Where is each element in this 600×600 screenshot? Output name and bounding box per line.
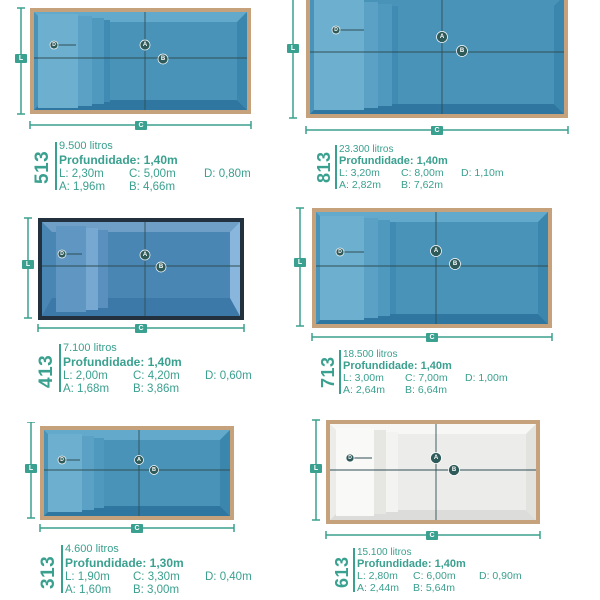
divider xyxy=(61,545,63,593)
l-value: L: 2,00m xyxy=(63,370,108,382)
model-number: 713 xyxy=(318,356,338,388)
width-label xyxy=(135,324,147,333)
depth-text: Profundidade: 1,40m xyxy=(63,355,182,369)
svg-text:A: A xyxy=(433,248,439,254)
svg-text:B: B xyxy=(459,48,465,54)
point-a-marker xyxy=(135,456,144,465)
point-b-marker xyxy=(450,259,461,270)
model-number: 413 xyxy=(36,354,57,388)
width-label xyxy=(426,333,438,342)
depth-text: Profundidade: 1,30m xyxy=(65,556,184,570)
point-b-marker xyxy=(457,46,468,57)
svg-text:L: L xyxy=(25,261,31,268)
svg-text:B: B xyxy=(152,467,156,473)
point-d-marker xyxy=(332,26,340,34)
pool-513-diagram xyxy=(8,2,256,136)
divider xyxy=(55,142,57,190)
svg-text:B: B xyxy=(158,264,164,270)
point-a-marker xyxy=(431,246,442,257)
svg-text:A: A xyxy=(142,252,148,258)
point-a-marker xyxy=(437,32,448,43)
svg-text:C: C xyxy=(434,127,440,134)
volume-text: 15.100 litros xyxy=(357,547,412,558)
l-value: L: 3,20m xyxy=(339,167,380,179)
model-number: 513 xyxy=(32,150,53,184)
length-label xyxy=(25,464,37,473)
l-value: L: 1,90m xyxy=(65,571,110,583)
d-value: D: 1,10m xyxy=(461,167,504,179)
pool-413-info xyxy=(36,342,276,397)
a-value: A: 2,44m xyxy=(357,582,400,594)
svg-text:A: A xyxy=(439,34,445,40)
a-value: A: 1,68m xyxy=(63,383,110,395)
length-label xyxy=(22,260,34,269)
point-a-marker xyxy=(140,40,150,50)
svg-text:A: A xyxy=(433,455,439,461)
point-d-marker xyxy=(58,250,66,258)
depth-text: Profundidade: 1,40m xyxy=(357,558,466,570)
model-number: 313 xyxy=(38,555,59,589)
volume-text: 9.500 litros xyxy=(59,140,113,152)
volume-text: 4.600 litros xyxy=(65,543,119,555)
pool-613-info xyxy=(332,546,562,596)
pool-813-info xyxy=(314,143,544,193)
b-value: B: 5,64m xyxy=(413,582,456,594)
b-value: B: 3,86m xyxy=(133,383,180,395)
point-b-marker xyxy=(150,466,159,475)
b-value: B: 3,00m xyxy=(133,584,180,596)
model-number: 813 xyxy=(314,151,334,183)
pool-613-diagram xyxy=(306,416,550,544)
l-value: L: 2,80m xyxy=(357,570,398,582)
svg-text:B: B xyxy=(160,56,166,62)
svg-text:D: D xyxy=(334,27,338,33)
point-d-marker xyxy=(346,454,354,462)
svg-text:C: C xyxy=(429,532,435,539)
pool-813-diagram xyxy=(282,0,574,140)
b-value: B: 7,62m xyxy=(401,179,444,191)
model-number: 613 xyxy=(332,556,352,588)
pool-713-diagram xyxy=(290,204,560,346)
c-value: C: 3,30m xyxy=(133,571,180,583)
point-b-marker xyxy=(449,465,460,476)
svg-text:A: A xyxy=(142,42,148,48)
d-value: D: 1,00m xyxy=(465,372,508,384)
svg-text:L: L xyxy=(18,55,24,62)
d-value: D: 0,40m xyxy=(205,571,252,583)
length-label xyxy=(310,464,322,473)
divider xyxy=(335,145,337,189)
depth-text: Profundidade: 1,40m xyxy=(59,153,178,167)
divider xyxy=(59,344,61,392)
width-label xyxy=(135,121,147,130)
width-label xyxy=(426,531,438,540)
svg-text:L: L xyxy=(28,465,34,472)
l-value: L: 3,00m xyxy=(343,372,384,384)
length-label xyxy=(15,54,27,63)
svg-text:D: D xyxy=(348,455,352,461)
a-value: A: 1,60m xyxy=(65,584,112,596)
d-value: D: 0,60m xyxy=(205,370,252,382)
d-value: D: 0,90m xyxy=(479,570,522,582)
a-value: A: 2,64m xyxy=(343,384,386,396)
width-label xyxy=(131,524,143,533)
divider xyxy=(353,548,355,592)
l-value: L: 2,30m xyxy=(59,168,104,180)
pool-313-diagram xyxy=(20,422,244,540)
point-a-marker xyxy=(140,250,150,260)
depth-text: Profundidade: 1,40m xyxy=(343,360,452,372)
svg-text:A: A xyxy=(137,457,141,463)
point-b-marker xyxy=(158,54,168,64)
pool-513-info xyxy=(32,140,262,195)
point-b-marker xyxy=(156,262,166,272)
svg-text:L: L xyxy=(297,259,303,266)
length-label xyxy=(287,44,299,53)
point-d-marker xyxy=(58,456,66,464)
c-value: C: 5,00m xyxy=(129,168,176,180)
c-value: C: 8,00m xyxy=(401,167,444,179)
a-value: A: 2,82m xyxy=(339,179,382,191)
pool-413-diagram xyxy=(18,214,250,338)
b-value: B: 4,66m xyxy=(129,181,176,193)
c-value: C: 4,20m xyxy=(133,370,180,382)
svg-text:D: D xyxy=(60,457,64,463)
svg-text:C: C xyxy=(429,334,435,341)
volume-text: 18.500 litros xyxy=(343,349,398,360)
pool-713-info xyxy=(318,348,548,398)
svg-text:L: L xyxy=(290,45,296,52)
depth-text: Profundidade: 1,40m xyxy=(339,155,448,167)
pool-313-info xyxy=(38,543,278,598)
svg-text:D: D xyxy=(338,249,342,255)
length-label xyxy=(294,258,306,267)
a-value: A: 1,96m xyxy=(59,181,106,193)
width-label xyxy=(431,126,443,135)
svg-text:D: D xyxy=(52,42,56,48)
c-value: C: 7,00m xyxy=(405,372,448,384)
volume-text: 7.100 litros xyxy=(63,342,117,354)
c-value: C: 6,00m xyxy=(413,570,456,582)
svg-text:C: C xyxy=(138,122,144,129)
d-value: D: 0,80m xyxy=(204,168,251,180)
b-value: B: 6,64m xyxy=(405,384,448,396)
svg-text:B: B xyxy=(451,467,457,473)
svg-text:L: L xyxy=(313,465,319,472)
svg-text:B: B xyxy=(452,261,458,267)
divider xyxy=(339,350,341,394)
svg-text:D: D xyxy=(60,251,64,257)
point-a-marker xyxy=(431,453,442,464)
point-d-marker xyxy=(336,248,344,256)
volume-text: 23.300 litros xyxy=(339,144,394,155)
point-d-marker xyxy=(50,41,58,49)
svg-text:C: C xyxy=(138,325,144,332)
svg-text:C: C xyxy=(134,525,140,532)
